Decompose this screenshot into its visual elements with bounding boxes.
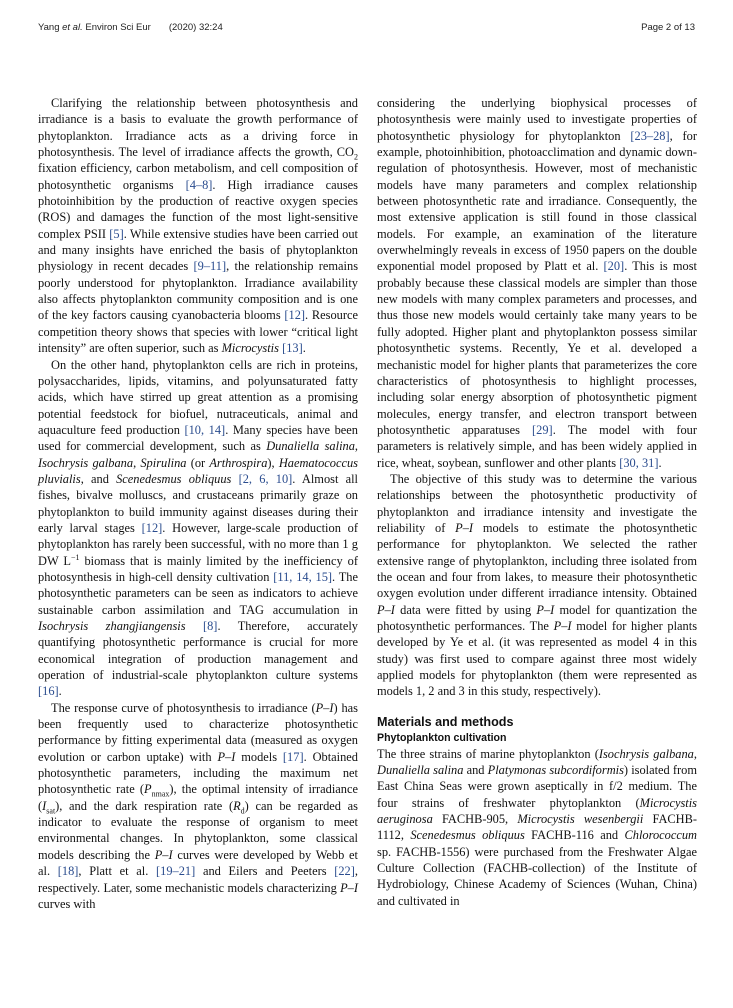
- citation-link[interactable]: [19–21]: [156, 864, 196, 879]
- section-heading: Materials and methods: [377, 714, 514, 729]
- citation-link[interactable]: [9–11]: [193, 259, 227, 274]
- citation-link[interactable]: [11, 14, 15]: [273, 569, 333, 584]
- citation-link[interactable]: [23–28]: [630, 128, 670, 143]
- paragraph-phytoplankton-uses: On the other hand, phytoplankton cells are rich in proteins, polysaccharides, lipids, vitamins, and polyunsaturated fatty acids, which have stirred up great attention as a promising potential feedstock for biofuel, nutraceuticals, animal and aquaculture feed production [10, 14]. Many species have been used for commercial development, such as Dunaliella salina, Isochrysis galbana, Spirulina (or Arthrospira), Haematococcus pluvialis, and Scenedesmus obliquus [2, 6, 10]. Almost all fishes, bivalve molluscs, and crustaceans primarily graze on phytoplankton to build immunity against diseases during their early larval stages [12]. However, large-scale production of phytoplankton has rarely been successful, with no more than 1 g DW $L^{-1}$ biomass that is mainly limited by the inefficiency of photosynthesis in high-cell density cultivation [11, 14, 15]. The photosynthetic parameters can be seen as indicators to achieve sustainable carbon assimilation and TAG accumulation in Isochrysis zhangjiangensis [8]. Therefore, accurately quantifying photosynthetic performance is crucial for more economical integration of production management and operation of industrial-scale phytoplankton culture systems [16].: [38, 357, 359, 699]
- paragraph-study-objective: The objective of this study was to determine the various relationships between the photosynthetic productivity of phytoplankton and irradiance intensity and investigate the reliability of P–I models to estimate the photosynthetic performance for phytoplankton. We selected the rather extensive range of phytoplankton, including three isolated from the ocean and four from lakes, to measure their photosynthetic oxygen evolution under different irradiance intensity. Obtained P–I data were fitted by using P–I model for quantization the photosynthetic performances. The P–I model for higher plants developed by Ye et al. (it was represented as model 4 in this study) was first used to compare against three most widely applied models for phytoplankton (them were represented as models 1, 2 and 3 in this study, respectively).: [377, 471, 698, 699]
- citation-link[interactable]: [8]: [202, 619, 218, 633]
- running-header: [38, 22, 695, 36]
- citation-link[interactable]: [29]: [532, 422, 553, 437]
- citation-link[interactable]: [2, 6, 10]: [238, 471, 293, 486]
- citation-link[interactable]: [22]: [334, 864, 355, 879]
- citation-link[interactable]: [17]: [282, 749, 304, 764]
- citation-link[interactable]: [10, 14]: [184, 422, 226, 437]
- citation-link[interactable]: [20]: [603, 259, 625, 274]
- left-column: [38, 95, 358, 912]
- citation-link[interactable]: [16]: [38, 684, 59, 699]
- paragraph-pi-curve: The response curve of photosynthesis to irradiance (P–I) has been frequently used to characterize photosynthetic performance by fitting experimental data (measured as oxygen evolution or carbon uptake) with P–I models [17]. Obtained photosynthetic parameters, including the maximum net photosynthetic rate $(P_{nmax})$, the optimal intensity of irradiance $(I_{sat})$, and the dark respiration rate $(R_d)$ can be regarded as indicator to evaluate the response of organism to meet environmental changes. In phytoplankton, some classical models describing the P–I curves were developed by Webb et al. [18], Platt et al. [19–21] and Eilers and Peeters [22], respectively. Later, some mechanistic models characterizing P–I curves with: [38, 700, 358, 911]
- right-column: [377, 95, 697, 909]
- subsection-heading: Phytoplankton cultivation: [377, 731, 507, 744]
- citation-link[interactable]: [5]: [109, 226, 124, 241]
- paragraph-mechanistic-models: considering the underlying biophysical processes of photosynthesis were mainly used to investigate properties of photosynthetic physiology for phytoplankton [23–28], for example, photoinhibition, photoacclimation and dynamic down-regulation of photosynthesis. However, most of mechanistic models have many parameters and complex relationship between photosynthetic rate and irradiance. Consequently, the most extensive application is still found in those classical models. For example, an examination of the literature overwhelmingly reveals in excess of 1950 papers on the double exponential model proposed by Platt et al. [20]. This is most probably because these classical models are simpler than those new models with many complex parameters and processes, and thus those new models would certainly take many years to be fully adopted. Higher plant and phytoplankton possess similar photosynthetic systems. Recently, Ye et al. developed a mechanistic model for higher plants that parameterizes the core characteristics of photosynthesis to highlight processes, including solar energy absorption of photosynthetic pigment molecules, energy transfer, and electron transport between photosynthetic apparatuses [29]. The model with four parameters is relatively simple, and has been widely applied in rice, wheat, soybean, sunflower and other plants [30, 31].: [377, 96, 698, 470]
- paragraph-cultivation: The three strains of marine phytoplankton (Isochrysis galbana, Dunaliella salina and Platymonas subcordiformis) isolated from East China Seas were grown aseptically in f/2 medium. The four strains of freshwater phytoplankton (Microcystis aeruginosa FACHB-905, Microcystis wesenbergii FACHB-1112, Scenedesmus obliquus FACHB-116 and Chlorococcum sp. FACHB-1556) were purchased from the Freshwater Algae Culture Collection (FACHB-collection) of the Institute of Hydrobiology, Chinese Academy of Sciences (Wuhan, China) and cultivated in: [377, 746, 697, 908]
- citation-link[interactable]: [13]: [282, 341, 303, 356]
- paragraph-light-irradiance: Clarifying the relationship between photosynthesis and irradiance is a basis to evaluate the growth performance of phytoplankton. Irradiance acts as a driving force in photosynthesis. The level of irradiance affects the growth, $CO_2$ fixation efficiency, carbon metabolism, and cell composition of photosynthetic organisms [4–8]. High irradiance causes photoinhibition by the production of reactive oxygen species (ROS) and damages the function of the most light-sensitive complex PSII [5]. While extensive studies have been carried out and many insights have enriched the basis of phytoplankton physiology in recent decades [9–11], the relationship remains poorly understood for phytoplankton. Irradiance availability also affects phytoplankton community composition and is one of the key factors causing cyanobacteria blooms [12]. Resource competition theory shows that species with lower “critical light intensity” are often superior, such as Microcystis [13].: [38, 96, 359, 356]
- citation-link[interactable]: [4–8]: [185, 177, 213, 192]
- citation-link[interactable]: [12]: [284, 308, 306, 323]
- page-number: Page 2 of 13: [641, 22, 695, 33]
- citation-link[interactable]: [30, 31]: [619, 455, 659, 470]
- running-head-citation: Yang et al. Environ Sci Eur (2020) 32:24: [38, 22, 223, 33]
- citation-link[interactable]: [18]: [57, 864, 79, 879]
- citation-link[interactable]: [12]: [141, 520, 163, 535]
